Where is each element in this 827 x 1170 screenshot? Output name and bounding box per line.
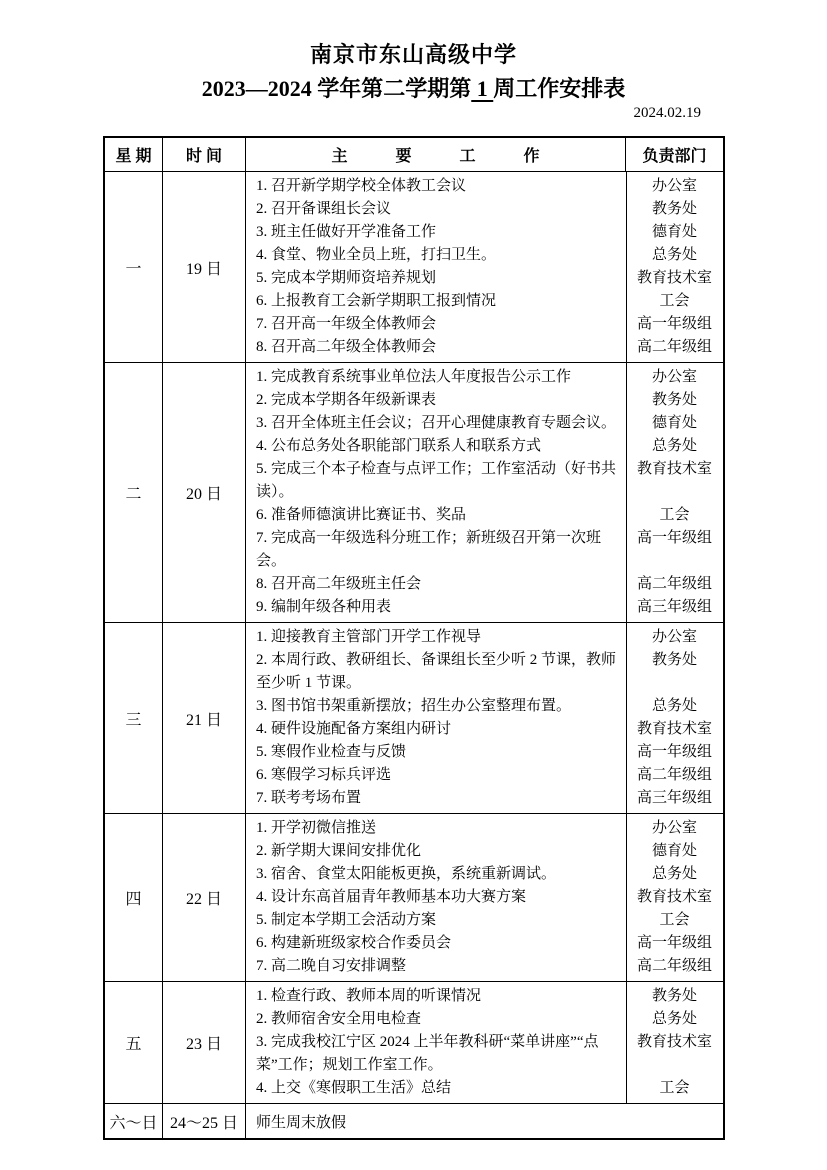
task-row bbox=[246, 198, 723, 221]
task-dept: 教育技术室 bbox=[636, 461, 712, 477]
work-cell bbox=[246, 623, 723, 813]
task-text: 1. 召开新学期学校全体教工会议 bbox=[256, 178, 467, 194]
task-dept: 高三年级组 bbox=[636, 599, 712, 615]
task-row bbox=[246, 221, 723, 244]
task-dept: 德育处 bbox=[651, 843, 697, 859]
task-text: 4. 公布总务处各职能部门联系人和联系方式 bbox=[256, 438, 542, 454]
task-row bbox=[246, 313, 723, 336]
day-row-tuesday bbox=[105, 363, 723, 623]
day-row-monday bbox=[105, 172, 723, 363]
task-text: 2. 新学期大课间安排优化 bbox=[256, 843, 422, 859]
task-dept: 高一年级组 bbox=[636, 316, 712, 332]
work-cell bbox=[246, 982, 723, 1103]
task-row bbox=[246, 412, 723, 435]
task-dept: 工会 bbox=[659, 507, 690, 523]
task-text: 4. 食堂、物业全员上班，打扫卫生。 bbox=[256, 247, 497, 263]
date-cell: 24～25 日 bbox=[163, 1104, 246, 1138]
task-dept: 教务处 bbox=[651, 392, 697, 408]
task-dept: 总务处 bbox=[651, 698, 697, 714]
task-dept: 教育技术室 bbox=[636, 1034, 712, 1050]
task-text: 2. 完成本学期各年级新课表 bbox=[256, 392, 437, 408]
date-cell: 22 日 bbox=[163, 814, 246, 981]
day-cell: 一 bbox=[105, 172, 163, 362]
task-text: 4. 硬件设施配备方案组内研讨 bbox=[256, 721, 452, 737]
task-text: 8. 召开高二年级全体教师会 bbox=[256, 339, 437, 355]
task-row bbox=[246, 626, 723, 649]
task-text: 7. 高二晚自习安排调整 bbox=[256, 958, 407, 974]
task-dept: 教务处 bbox=[651, 988, 697, 1004]
header-time: 时 间 bbox=[163, 138, 246, 171]
task-dept: 教育技术室 bbox=[636, 270, 712, 286]
date-cell: 20 日 bbox=[163, 363, 246, 622]
task-dept: 教务处 bbox=[651, 201, 697, 217]
date-cell: 23 日 bbox=[163, 982, 246, 1103]
day-row-wednesday bbox=[105, 623, 723, 814]
task-text: 4. 上交《寒假职工生活》总结 bbox=[256, 1080, 452, 1096]
day-row-weekend bbox=[105, 1104, 723, 1138]
table-header-row bbox=[105, 138, 723, 172]
task-dept: 工会 bbox=[659, 912, 690, 928]
task-dept: 办公室 bbox=[651, 629, 697, 645]
task-row bbox=[246, 1077, 723, 1100]
task-dept: 总务处 bbox=[651, 866, 697, 882]
task-text: 6. 构建新班级家校合作委员会 bbox=[256, 935, 452, 951]
task-row bbox=[246, 290, 723, 313]
task-dept: 教育技术室 bbox=[636, 889, 712, 905]
task-row bbox=[246, 817, 723, 840]
doc-date: 2024.02.19 bbox=[633, 105, 701, 121]
week-number: 1 bbox=[471, 76, 494, 101]
task-text: 1. 检查行政、教师本周的听课情况 bbox=[256, 988, 482, 1004]
task-dept: 德育处 bbox=[651, 415, 697, 431]
task-text: 3. 班主任做好开学准备工作 bbox=[256, 224, 437, 240]
task-row bbox=[246, 909, 723, 932]
task-dept: 高一年级组 bbox=[636, 744, 712, 760]
task-text: 1. 开学初微信推送 bbox=[256, 820, 377, 836]
task-row bbox=[246, 596, 723, 619]
task-row bbox=[246, 458, 723, 504]
task-row bbox=[246, 863, 723, 886]
task-row bbox=[246, 764, 723, 787]
task-dept: 办公室 bbox=[651, 820, 697, 836]
task-row bbox=[246, 175, 723, 198]
task-row bbox=[246, 741, 723, 764]
task-text: 3. 宿舍、食堂太阳能板更换，系统重新调试。 bbox=[256, 866, 557, 882]
task-row bbox=[246, 985, 723, 1008]
task-row bbox=[246, 267, 723, 290]
task-row bbox=[246, 336, 723, 359]
task-dept: 教务处 bbox=[651, 652, 697, 668]
weekend-note: 师生周末放假 bbox=[256, 1114, 347, 1131]
header-main-work: 主 要 工 作 bbox=[246, 138, 626, 171]
task-text: 2. 召开备课组长会议 bbox=[256, 201, 392, 217]
day-cell: 六～日 bbox=[105, 1104, 163, 1138]
task-text: 3. 图书馆书架重新摆放；招生办公室整理布置。 bbox=[256, 698, 572, 714]
task-row bbox=[246, 886, 723, 909]
task-text: 1. 完成教育系统事业单位法人年度报告公示工作 bbox=[256, 369, 572, 385]
task-row bbox=[246, 932, 723, 955]
task-dept: 高一年级组 bbox=[636, 935, 712, 951]
task-dept: 总务处 bbox=[651, 438, 697, 454]
date-cell: 21 日 bbox=[163, 623, 246, 813]
task-dept: 办公室 bbox=[651, 178, 697, 194]
task-text: 6. 准备师德演讲比赛证书、奖品 bbox=[256, 507, 467, 523]
work-cell bbox=[246, 363, 723, 622]
task-dept: 高一年级组 bbox=[636, 530, 712, 546]
task-row bbox=[246, 787, 723, 810]
task-dept: 办公室 bbox=[651, 369, 697, 385]
task-row bbox=[246, 695, 723, 718]
task-text: 6. 上报教育工会新学期职工报到情况 bbox=[256, 293, 497, 309]
day-cell: 四 bbox=[105, 814, 163, 981]
task-text: 8. 召开高二年级班主任会 bbox=[256, 576, 422, 592]
task-text: 1. 迎接教育主管部门开学工作视导 bbox=[256, 629, 482, 645]
day-cell: 五 bbox=[105, 982, 163, 1103]
task-text: 5. 寒假作业检查与反馈 bbox=[256, 744, 407, 760]
task-row bbox=[246, 840, 723, 863]
task-dept: 总务处 bbox=[651, 247, 697, 263]
task-row bbox=[246, 244, 723, 267]
task-dept: 高二年级组 bbox=[636, 958, 712, 974]
task-dept: 高二年级组 bbox=[636, 576, 712, 592]
task-text: 5. 制定本学期工会活动方案 bbox=[256, 912, 437, 928]
task-row bbox=[246, 527, 723, 573]
task-dept: 德育处 bbox=[651, 224, 697, 240]
task-dept: 工会 bbox=[659, 1080, 690, 1096]
day-row-thursday bbox=[105, 814, 723, 982]
work-cell bbox=[246, 172, 723, 362]
task-dept: 高二年级组 bbox=[636, 767, 712, 783]
task-text: 7. 召开高一年级全体教师会 bbox=[256, 316, 437, 332]
task-text: 2. 本周行政、教研组长、备课组长至少听 2 节课，教师至少听 1 节课。 bbox=[256, 652, 617, 691]
subtitle-prefix: 2023—2024 学年第二学期第 bbox=[201, 76, 472, 101]
header-department: 负责部门 bbox=[642, 148, 707, 165]
task-text: 3. 完成我校江宁区 2024 上半年教科研“菜单讲座”“点菜”工作；规划工作室工作。 bbox=[256, 1034, 599, 1073]
day-cell: 三 bbox=[105, 623, 163, 813]
weekend-note-cell bbox=[246, 1104, 723, 1138]
task-text: 7. 联考考场布置 bbox=[256, 790, 362, 806]
day-cell: 二 bbox=[105, 363, 163, 622]
task-text: 5. 完成三个本子检查与点评工作；工作室活动（好书共读）。 bbox=[256, 461, 617, 500]
task-row bbox=[246, 1008, 723, 1031]
task-text: 9. 编制年级各种用表 bbox=[256, 599, 392, 615]
task-row bbox=[246, 718, 723, 741]
task-text: 5. 完成本学期师资培养规划 bbox=[256, 270, 437, 286]
task-row bbox=[246, 1031, 723, 1077]
task-row bbox=[246, 955, 723, 978]
header-day: 星 期 bbox=[105, 138, 163, 171]
doc-subtitle bbox=[0, 76, 827, 101]
page-title: 南京市东山高级中学 bbox=[309, 42, 517, 67]
task-row bbox=[246, 573, 723, 596]
task-row bbox=[246, 649, 723, 695]
schedule-table bbox=[103, 136, 725, 1140]
task-dept: 教育技术室 bbox=[636, 721, 712, 737]
work-cell bbox=[246, 814, 723, 981]
task-row bbox=[246, 504, 723, 527]
task-row bbox=[246, 366, 723, 389]
task-dept: 工会 bbox=[659, 293, 690, 309]
task-text: 2. 教师宿舍安全用电检查 bbox=[256, 1011, 422, 1027]
task-text: 3. 召开全体班主任会议；召开心理健康教育专题会议。 bbox=[256, 415, 617, 431]
task-dept: 总务处 bbox=[651, 1011, 697, 1027]
task-row bbox=[246, 435, 723, 458]
task-text: 7. 完成高一年级选科分班工作；新班级召开第一次班会。 bbox=[256, 530, 602, 569]
task-dept: 高二年级组 bbox=[636, 339, 712, 355]
task-text: 4. 设计东高首届青年教师基本功大赛方案 bbox=[256, 889, 527, 905]
date-cell: 19 日 bbox=[163, 172, 246, 362]
task-row bbox=[246, 389, 723, 412]
day-row-friday bbox=[105, 982, 723, 1104]
task-text: 6. 寒假学习标兵评选 bbox=[256, 767, 392, 783]
task-dept: 高三年级组 bbox=[636, 790, 712, 806]
subtitle-suffix: 周工作安排表 bbox=[493, 76, 626, 101]
